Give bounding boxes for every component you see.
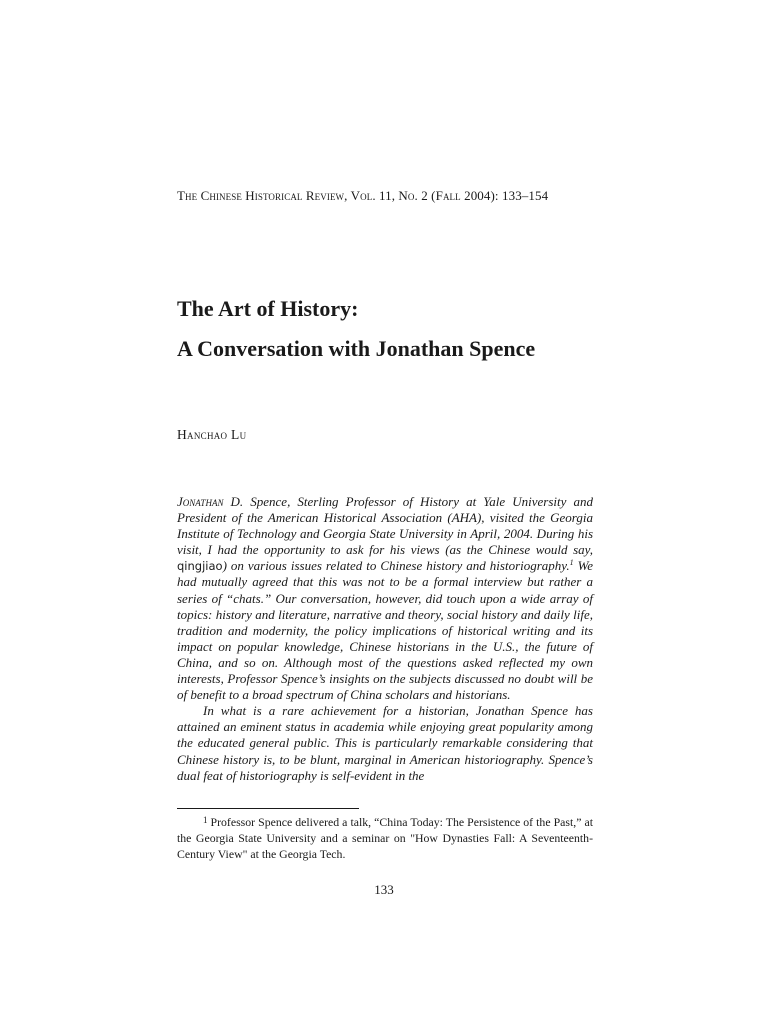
article-title-line-2: A Conversation with Jonathan Spence <box>177 336 536 361</box>
paragraph-lead-word: Jonathan <box>177 494 224 509</box>
footnote <box>177 814 593 862</box>
number-rest: . 2 ( <box>414 188 436 203</box>
footnote-divider <box>177 808 359 809</box>
journal-name: The Chinese Historical Review <box>177 188 345 203</box>
number-sc: o <box>407 188 415 203</box>
season: Fall <box>435 188 461 203</box>
footnote-marker: 1 <box>203 815 208 825</box>
article-body <box>177 494 593 784</box>
paragraph-1 <box>177 494 593 703</box>
footnote-reference[interactable]: 1 <box>569 558 574 568</box>
year-pages: 2004): 133–154 <box>460 188 549 203</box>
journal-citation <box>177 188 548 204</box>
article-title-line-1: The Art of History: <box>177 296 359 321</box>
paragraph-2: In what is a rare achievement for a historian, Jonathan Spence has attained an eminent status in academia while enjoying great popularity among the educated general public. This is particularly remarkable considering that Chinese history is, to be blunt, marginal in American historiography. Spence’s dual feat of historiography is self-evident in the <box>177 703 593 783</box>
paragraph-1-part-c: We had mutually agreed that this was not to be a formal interview but rather a series of “chats.” Our conversation, however, did touch upon a wide array of topics: history and literature, narrative and theory, social history and daily life, tradition and modernity, the policy implications of historical writing and its impact on popular knowledge, Chinese historians in the U.S., the future of China, and so on. Although most of the questions asked reflected my own interests, Professor Spence’s insights on the subjects discussed no doubt will be of benefit to a broad spectrum of China scholars and historians. <box>177 558 594 703</box>
volume-prefix: , V <box>344 188 361 203</box>
volume-sc: ol <box>360 188 373 203</box>
footnote-text: Professor Spence delivered a talk, “China Today: The Persistence of the Past,” at the Georgia State University and a seminar on "How Dynasties Fall: A Seventeenth-Century View" at the Georgia Tech. <box>177 815 593 861</box>
pinyin-term: qingjiao <box>177 559 223 574</box>
volume-number: . 11, N <box>372 188 408 203</box>
paragraph-1-part-b: ) on various issues related to Chinese history and historiography. <box>222 558 570 574</box>
paragraph-1-part-a: D. Spence, Sterling Professor of History at Yale University and President of the American Historical Association (AHA), visited the Georgia Institute of Technology and Georgia State University in April, 2004. During his visit, I had the opportunity to ask for his views (as the Chinese would say, <box>177 494 593 558</box>
page-number: 133 <box>374 882 394 897</box>
author-name: Hanchao Lu <box>177 427 247 442</box>
